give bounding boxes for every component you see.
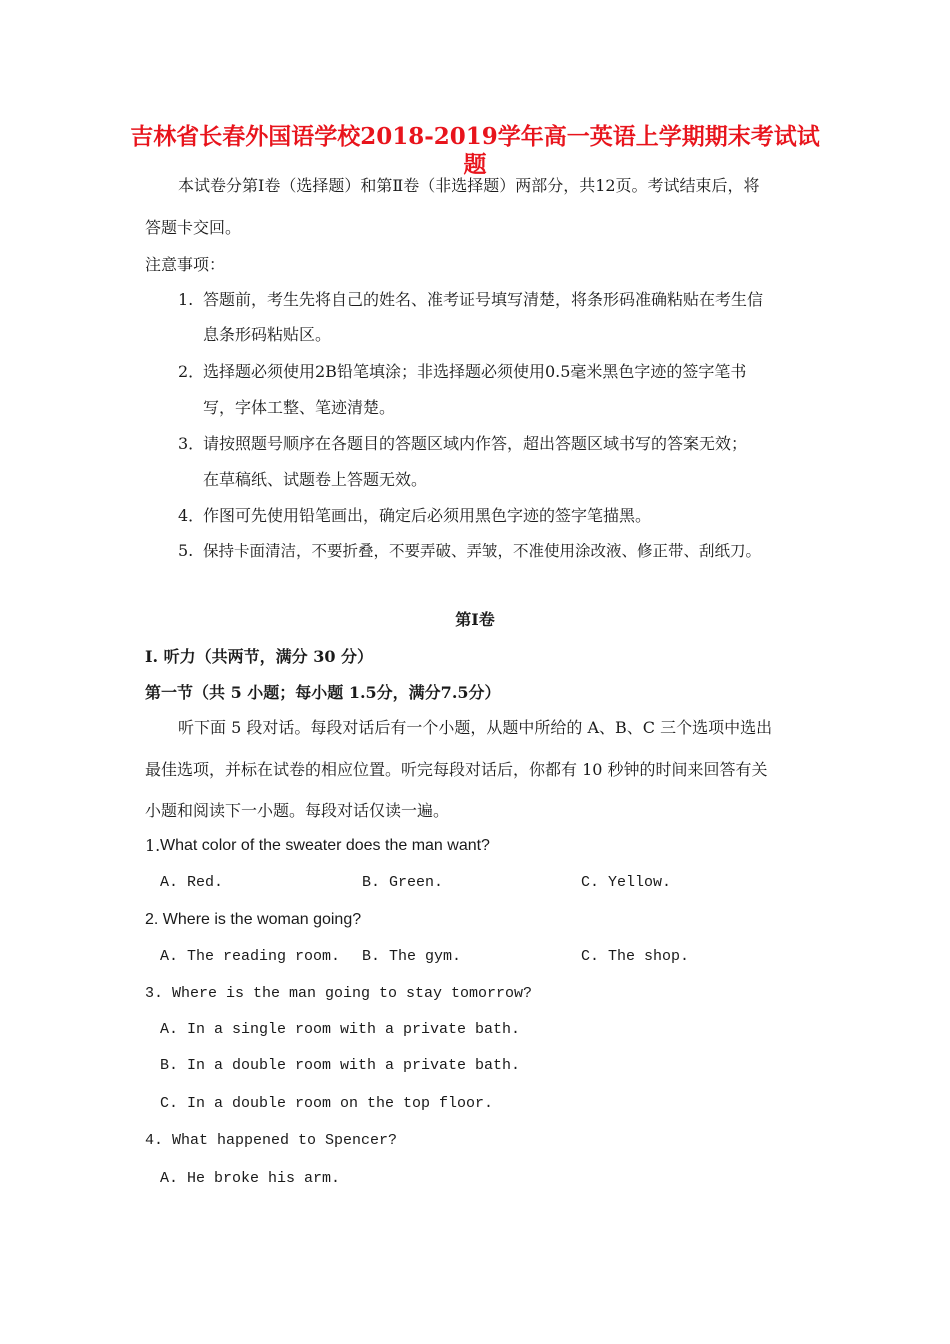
notice-3-line-1: 请按照题号顺序在各题目的答题区域内作答，超出答题区域书写的答案无效； — [203, 434, 748, 453]
question-1-option-a: A. Red. — [160, 874, 224, 891]
title-line-1: 吉林省长春外国语学校2018-2019学年高一英语上学期期末考试试 — [130, 123, 820, 150]
intro-line-2: 答题卡交回。 — [145, 218, 242, 237]
notice-5-line-1: 保持卡面清洁，不要折叠，不要弄破、弄皱，不准使用涂改液、修正带、刮纸刀。 — [203, 542, 762, 560]
notice-3-number: 3． — [178, 434, 205, 453]
question-1-text: What color of the sweater does the man want? — [160, 837, 490, 854]
question-2-option-b: B. The gym. — [362, 948, 462, 965]
question-3-option-a: A. In a single room with a private bath. — [160, 1021, 521, 1038]
part-heading: I. 听力（共两节，满分 30 分） — [145, 647, 374, 666]
intro-line-1: 本试卷分第Ⅰ卷（选择题）和第Ⅱ卷（非选择题）两部分，共12页。考试结束后，将 — [178, 176, 760, 195]
notice-1-line-1: 答题前，考生先将自己的姓名、准考证号填写清楚，将条形码准确粘贴在考生信 — [203, 290, 764, 309]
exam-title — [100, 123, 850, 179]
question-3-option-c: C. In a double room on the top floor. — [160, 1095, 494, 1112]
question-2-text: 2. Where is the woman going? — [145, 911, 362, 928]
notice-4-number: 4． — [178, 506, 205, 525]
volume-heading: 第Ⅰ卷 — [455, 610, 495, 629]
notice-5-number: 5. — [178, 541, 194, 560]
notice-heading: 注意事项： — [145, 255, 226, 274]
question-2-option-c: C. The shop. — [581, 948, 690, 965]
question-3-text: 3. Where is the man going to stay tomorrow? — [145, 985, 533, 1002]
notice-3-line-2: 在草稿纸、试题卷上答题无效。 — [203, 470, 428, 489]
instructions-line-3: 小题和阅读下一小题。每段对话仅读一遍。 — [145, 801, 450, 820]
question-1-option-c: C. Yellow. — [581, 874, 672, 891]
title-line-2: 题 — [463, 151, 487, 178]
notice-2-line-1: 选择题必须使用2B铅笔填涂；非选择题必须使用0.5毫米黑色字迹的签字笔书 — [203, 362, 747, 381]
notice-1-line-2: 息条形码粘贴区。 — [203, 325, 332, 344]
notice-2-line-2: 写，字体工整、笔迹清楚。 — [203, 398, 396, 417]
question-2-option-a: A. The reading room. — [160, 948, 341, 965]
instructions-line-1: 听下面 5 段对话。每段对话后有一个小题，从题中所给的 A、B、C 三个选项中选出 — [178, 718, 773, 737]
question-1-option-b: B. Green. — [362, 874, 444, 891]
notice-1-number: 1. — [178, 290, 194, 309]
notice-2-number: 2． — [178, 362, 205, 381]
question-4-option-a: A. He broke his arm. — [160, 1170, 341, 1187]
question-3-option-b: B. In a double room with a private bath. — [160, 1057, 521, 1074]
question-4-text: 4. What happened to Spencer? — [145, 1132, 398, 1149]
instructions-line-2: 最佳选项，并标在试卷的相应位置。听完每段对话后，你都有 10 秒钟的时间来回答有关 — [145, 760, 768, 779]
notice-4-line-1: 作图可先使用铅笔画出，确定后必须用黑色字迹的签字笔描黑。 — [203, 506, 652, 525]
question-1-number: 1. — [145, 836, 161, 855]
section-heading: 第一节（共 5 小题；每小题 1.5分，满分7.5分） — [145, 683, 501, 702]
